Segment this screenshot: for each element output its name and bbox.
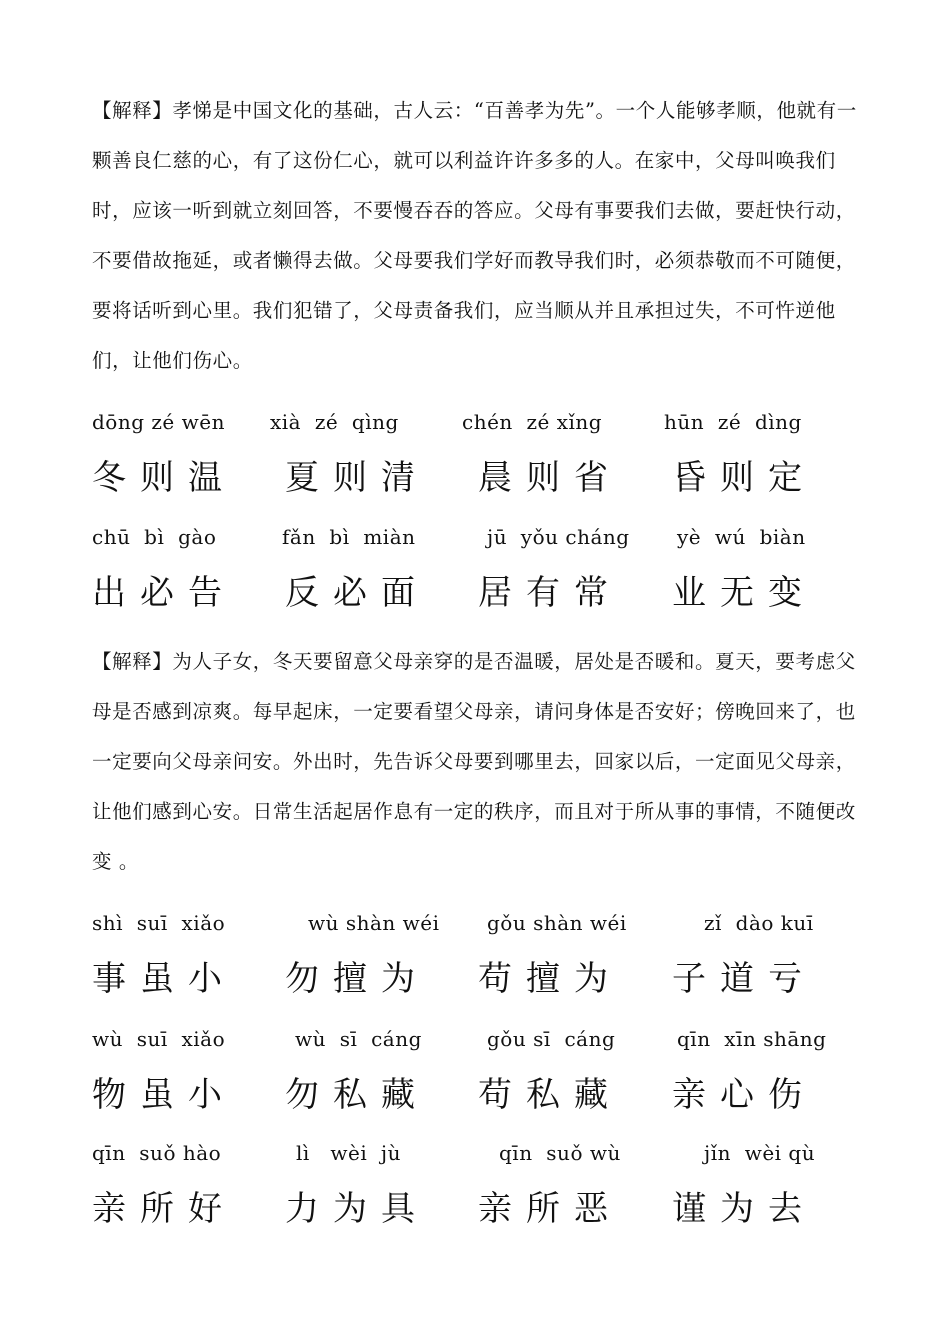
hanzi-phrase: 物虽小 xyxy=(92,1075,236,1115)
verse-block-4 xyxy=(92,1027,872,1119)
pinyin-phrase: gǒu sī cáng xyxy=(487,1027,616,1051)
pinyin-phrase: yè wú biàn xyxy=(677,525,806,549)
pinyin-phrase: dōng zé wēn xyxy=(92,410,225,434)
hanzi-row xyxy=(92,565,872,617)
pinyin-phrase: lì wèi jù xyxy=(296,1141,402,1165)
pinyin-row xyxy=(92,1141,872,1181)
hanzi-phrase: 冬则温 xyxy=(92,458,236,498)
pinyin-phrase: zǐ dào kuī xyxy=(704,911,814,935)
pinyin-row xyxy=(92,525,872,565)
verse-block-5 xyxy=(92,1141,872,1233)
pinyin-phrase: xià zé qìng xyxy=(270,410,399,434)
hanzi-phrase: 子道亏 xyxy=(672,959,816,999)
hanzi-phrase: 夏则清 xyxy=(285,458,429,498)
explanation-paragraph-1: 【解释】孝悌是中国文化的基础，古人云：“百善孝为先”。一个人能够孝顺，他就有一颗善良仁慈的心，有了这份仁心，就可以利益许许多多的人。在家中，父母叫唤我们时，应该一听到就立刻回答，不要慢吞吞的答应。父母有事要我们去做，要赶快行动，不要借故拖延，或者懒得去做。父母要我们学好而教导我们时，必须恭敬而不可随便，要将话听到心里。我们犯错了，父母责备我们，应当顺从并且承担过失，不可忤逆他们，让他们伤心。 xyxy=(92,99,857,372)
hanzi-phrase: 亲所好 xyxy=(92,1189,236,1229)
hanzi-phrase: 昏则定 xyxy=(672,458,816,498)
pinyin-row xyxy=(92,410,872,450)
pinyin-phrase: wù shàn wéi xyxy=(308,911,440,935)
hanzi-row xyxy=(92,450,872,502)
hanzi-row xyxy=(92,951,872,1003)
pinyin-row xyxy=(92,1027,872,1067)
pinyin-phrase: qīn xīn shāng xyxy=(677,1027,827,1051)
explanation-paragraph-2: 【解释】为人子女，冬天要留意父母亲穿的是否温暖，居处是否暖和。夏天，要考虑父母是否感到凉爽。每早起床，一定要看望父母亲，请问身体是否安好；傍晚回来了，也一定要向父母亲问安。外出时，先告诉父母要到哪里去，回家以后，一定面见父母亲，让他们感到心安。日常生活起居作息有一定的秩序，而且对于所从事的事情，不随便改变 。 xyxy=(92,650,856,873)
pinyin-phrase: wù suī xiǎo xyxy=(92,1027,226,1051)
pinyin-phrase: hūn zé dìng xyxy=(664,410,802,434)
hanzi-phrase: 苟私藏 xyxy=(478,1075,622,1115)
hanzi-phrase: 晨则省 xyxy=(478,458,622,498)
hanzi-phrase: 亲所恶 xyxy=(478,1189,622,1229)
hanzi-phrase: 谨为去 xyxy=(672,1189,816,1229)
hanzi-row xyxy=(92,1181,872,1233)
hanzi-phrase: 力为具 xyxy=(285,1189,429,1229)
pinyin-phrase: chū bì gào xyxy=(92,525,217,549)
hanzi-phrase: 出必告 xyxy=(92,573,236,613)
verse-block-2 xyxy=(92,525,872,617)
hanzi-phrase: 苟擅为 xyxy=(478,959,622,999)
verse-block-3 xyxy=(92,911,872,1003)
pinyin-phrase: chén zé xǐng xyxy=(462,410,603,434)
hanzi-phrase: 业无变 xyxy=(672,573,816,613)
pinyin-phrase: jū yǒu cháng xyxy=(487,525,630,549)
pinyin-phrase: wù sī cáng xyxy=(295,1027,422,1051)
pinyin-phrase: qīn suǒ hào xyxy=(92,1141,222,1165)
pinyin-phrase: jǐn wèi qù xyxy=(704,1141,816,1165)
hanzi-phrase: 亲心伤 xyxy=(672,1075,816,1115)
hanzi-phrase: 反必面 xyxy=(285,573,429,613)
pinyin-phrase: qīn suǒ wù xyxy=(499,1141,621,1165)
hanzi-phrase: 勿擅为 xyxy=(285,959,429,999)
pinyin-phrase: fǎn bì miàn xyxy=(282,525,416,549)
hanzi-phrase: 居有常 xyxy=(478,573,622,613)
verse-block-1 xyxy=(92,410,872,502)
hanzi-row xyxy=(92,1067,872,1119)
pinyin-phrase: gǒu shàn wéi xyxy=(487,911,627,935)
hanzi-phrase: 事虽小 xyxy=(92,959,236,999)
pinyin-phrase: shì suī xiǎo xyxy=(92,911,226,935)
pinyin-row xyxy=(92,911,872,951)
hanzi-phrase: 勿私藏 xyxy=(285,1075,429,1115)
